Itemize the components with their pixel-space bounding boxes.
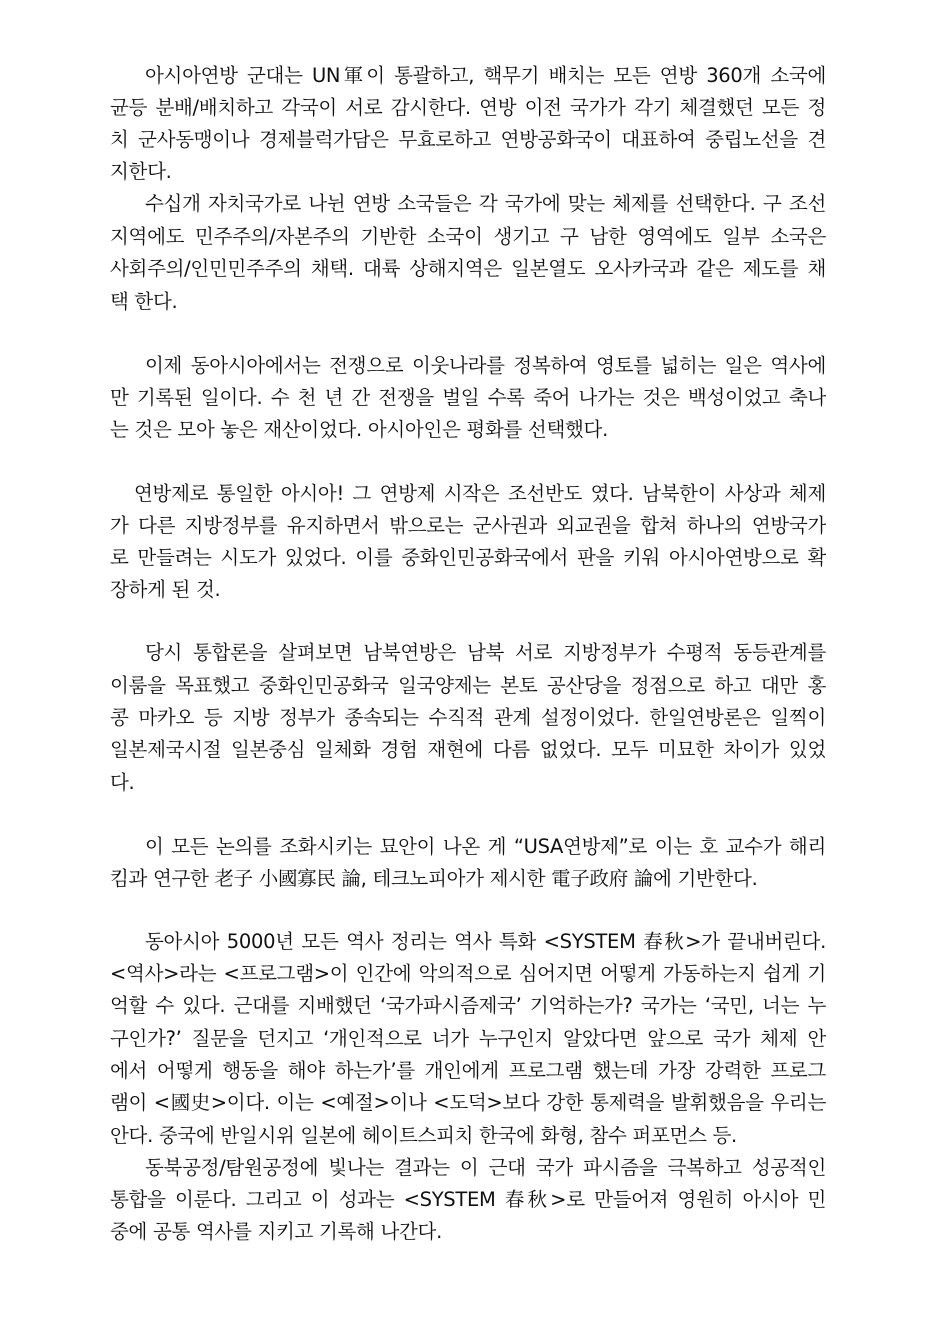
- paragraph-7-line-3: 억할 수 있다. 근대를 지배했던 ‘국가파시즘제국’ 기억하는가? 국가는 ‘국민, 너는 누: [110, 994, 826, 1017]
- paragraph-4-line-1: 연방제로 통일한 아시아! 그 연방제 시작은 조선반도 였다. 남북한이 사상과 체제: [134, 482, 826, 505]
- paragraph-5-line-2: 이룸을 목표했고 중화인민공화국 일국양제는 본토 공산당을 정점으로 하고 대만 홍: [110, 674, 826, 697]
- paragraph-2-line-3: 사회주의/인민민주주의 채택. 대륙 상해지역은 일본열도 오사카국과 같은 제도를 채: [110, 257, 826, 280]
- paragraph-1-line-4: 지한다.: [110, 160, 172, 183]
- paragraph-4-line-3: 로 만들려는 시도가 있었다. 이를 중화인민공화국에서 판을 키워 아시아연방으로 확: [110, 546, 826, 569]
- paragraph-3-line-3: 는 것은 모아 놓은 재산이었다. 아시아인은 평화를 선택했다.: [110, 418, 608, 441]
- paragraph-3-line-2: 만 기록된 일이다. 수 천 년 간 전쟁을 벌일 수록 죽어 나가는 것은 백성이었고 축나: [110, 386, 826, 409]
- paragraph-2-line-2: 지역에도 민주주의/자본주의 기반한 소국이 생기고 구 남한 영역에도 일부 소국은: [110, 225, 826, 248]
- paragraph-1-line-2: 균등 분배/배치하고 각국이 서로 감시한다. 연방 이전 국가가 각기 체결했던 모든 정: [110, 96, 826, 119]
- paragraph-5-line-5: 다.: [110, 771, 135, 794]
- paragraph-2-line-1: 수십개 자치국가로 나뉜 연방 소국들은 각 국가에 맞는 체제를 선택한다. 구 조선: [145, 192, 826, 215]
- paragraph-5-line-1: 당시 통합론을 살펴보면 남북연방은 남북 서로 지방정부가 수평적 동등관계를: [145, 641, 826, 664]
- paragraph-8-line-1: 동북공정/탐원공정에 빛나는 결과는 이 근대 국가 파시즘을 극복하고 성공적인: [145, 1156, 826, 1179]
- paragraph-5-line-4: 일본제국시절 일본중심 일체화 경험 재현에 다름 없었다. 모두 미묘한 차이가 있었: [110, 738, 826, 761]
- paragraph-5-line-3: 콩 마카오 등 지방 정부가 종속되는 수직적 관계 설정이었다. 한일연방론은 일찍이: [110, 706, 826, 729]
- paragraph-7-line-2: <역사>라는 <프로그램>이 인간에 악의적으로 심어지면 어떻게 가동하는지 쉽게 기: [110, 962, 826, 985]
- paragraph-4-line-2: 가 다른 지방정부를 유지하면서 밖으로는 군사권과 외교권을 합쳐 하나의 연방국가: [110, 514, 826, 537]
- paragraph-2-line-4: 택 한다.: [110, 290, 178, 313]
- paragraph-8-line-2: 통합을 이룬다. 그리고 이 성과는 <SYSTEM 春秋>로 만들어져 영원히 아시아 민: [110, 1188, 826, 1211]
- paragraph-1-line-3: 치 군사동맹이나 경제블럭가담은 무효로하고 연방공화국이 대표하여 중립노선을 견: [110, 128, 826, 151]
- paragraph-6-line-2: 킴과 연구한 老子 小國寡民 論, 테크노피아가 제시한 電子政府 論에 기반한다.: [110, 867, 758, 890]
- paragraph-4-line-4: 장하게 된 것.: [110, 578, 221, 601]
- paragraph-7-line-6: 램이 <國史>이다. 이는 <예절>이나 <도덕>보다 강한 통제력을 발휘했음을 우리는: [110, 1091, 826, 1114]
- paragraph-3-line-1: 이제 동아시아에서는 전쟁으로 이웃나라를 정복하여 영토를 넓히는 일은 역사에: [145, 354, 826, 377]
- paragraph-6-line-1: 이 모든 논의를 조화시키는 묘안이 나온 게 “USA연방제”로 이는 호 교수가 해리: [145, 835, 826, 858]
- paragraph-1-line-1: 아시아연방 군대는 UN軍이 통괄하고, 핵무기 배치는 모든 연방 360개 소국에: [145, 64, 826, 87]
- paragraph-7-line-1: 동아시아 5000년 모든 역사 정리는 역사 특화 <SYSTEM 春秋>가 끝내버린다.: [145, 930, 826, 953]
- paragraph-7-line-4: 구인가?’ 질문을 던지고 ‘개인적으로 너가 누구인지 알았다면 앞으로 국가 체제 안: [110, 1027, 826, 1050]
- paragraph-7-line-5: 에서 어떻게 행동을 해야 하는가’를 개인에게 프로그램 했는데 가장 강력한 프로그: [110, 1059, 826, 1082]
- paragraph-7-line-7: 안다. 중국에 반일시위 일본에 헤이트스피치 한국에 화형, 참수 퍼포먼스 등.: [110, 1124, 737, 1147]
- paragraph-8-line-3: 중에 공통 역사를 지키고 기록해 나간다.: [110, 1220, 442, 1243]
